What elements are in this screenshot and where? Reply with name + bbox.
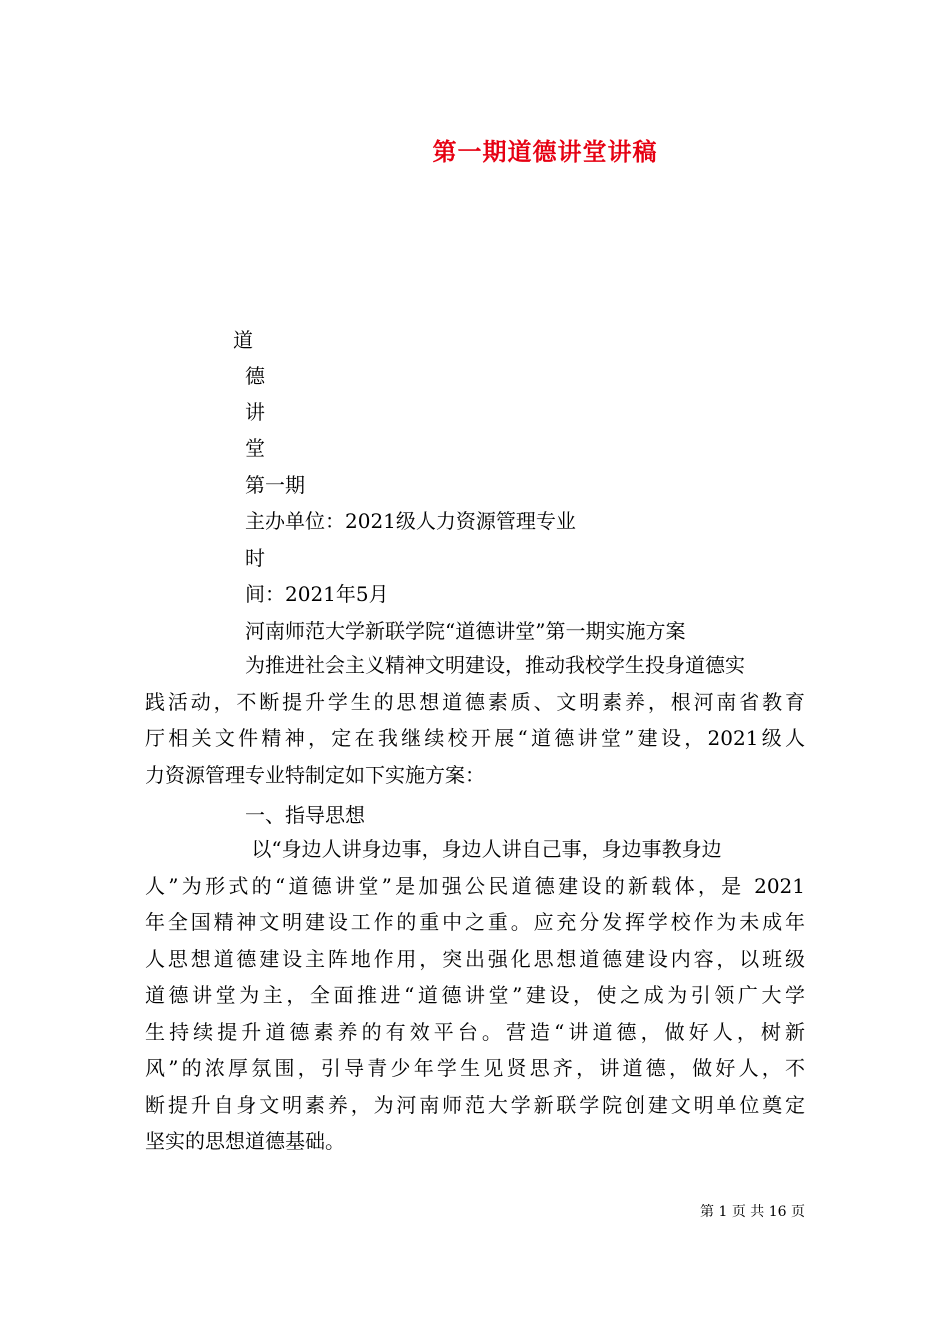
- header-line-tang: 堂: [245, 436, 265, 460]
- intro-line-1: 为推进社会主义精神文明建设，推动我校学生投身道德实: [245, 653, 745, 677]
- section-line-5: 道德讲堂为主，全面推进“道德讲堂”建设，使之成为引领广大学: [145, 983, 805, 1007]
- header-line-de: 德: [245, 364, 265, 388]
- section-paragraph: [145, 831, 805, 1160]
- intro-line-3: 厅相关文件精神，定在我继续校开展“道德讲堂”建设，2021级人: [145, 726, 805, 750]
- document-title: 第一期道德讲堂讲稿: [432, 137, 658, 166]
- section-line-2: 人”为形式的“道德讲堂”是加强公民道德建设的新载体，是 2021: [145, 873, 805, 898]
- section-heading-guiding-ideology: 一、指导思想: [245, 803, 365, 827]
- intro-line-4: 力资源管理专业特制定如下实施方案：: [145, 762, 485, 787]
- intro-line-2: 践活动，不断提升学生的思想道德素质、文明素养，根河南省教育: [145, 689, 805, 714]
- section-line-7: 风”的浓厚氛围，引导青少年学生见贤思齐，讲道德，做好人，不: [145, 1056, 805, 1080]
- header-line-issue: 第一期: [245, 473, 305, 497]
- page-number-footer: 第 1 页 共 16 页: [700, 1204, 805, 1220]
- section-line-6: 生持续提升道德素养的有效平台。营造“讲道德，做好人，树新: [145, 1019, 805, 1044]
- section-line-4: 人思想道德建设主阵地作用，突出强化思想道德建设内容，以班级: [145, 946, 805, 971]
- header-line-time-value: 间：2021年5月: [245, 582, 389, 606]
- plan-title-line: 河南师范大学新联学院“道德讲堂”第一期实施方案: [245, 619, 686, 643]
- header-line-organizer: 主办单位：2021级人力资源管理专业: [245, 509, 576, 533]
- section-line-8: 断提升自身文明素养，为河南师范大学新联学院创建文明单位奠定: [145, 1092, 805, 1117]
- section-line-1: 以“身边人讲身边事，身边人讲自己事，身边事教身边: [245, 837, 722, 861]
- section-line-3: 年全国精神文明建设工作的重中之重。应充分发挥学校作为未成年: [145, 910, 805, 934]
- intro-paragraph: [145, 647, 805, 793]
- header-line-jiang: 讲: [245, 400, 265, 424]
- header-line-dao: 道: [233, 328, 253, 352]
- section-line-9: 坚实的思想道德基础。: [145, 1129, 345, 1153]
- header-line-time-label: 时: [245, 546, 265, 570]
